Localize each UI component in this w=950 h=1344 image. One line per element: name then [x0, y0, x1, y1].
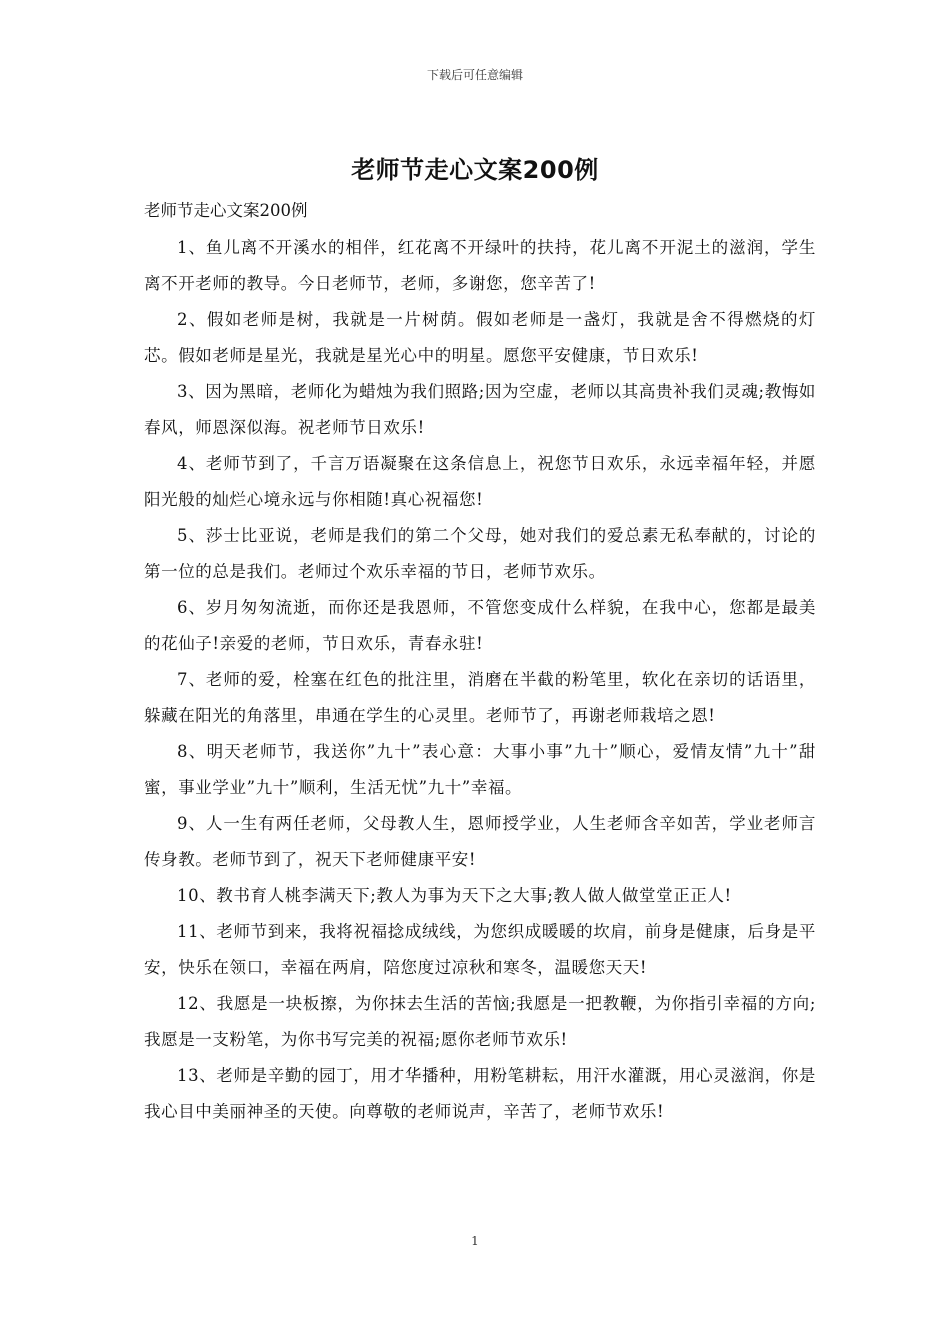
- paragraph-12: 12、我愿是一块板擦，为你抹去生活的苦恼;我愿是一把教鞭，为你指引幸福的方向;我愿是一支粉笔，为你书写完美的祝福;愿你老师节欢乐!: [144, 994, 816, 1049]
- paragraph-1: 1、鱼儿离不开溪水的相伴，红花离不开绿叶的扶持，花儿离不开泥土的滋润，学生离不开老师的教导。今日老师节，老师，多谢您，您辛苦了!: [144, 238, 816, 293]
- paragraph-6: 6、岁月匆匆流逝，而你还是我恩师，不管您变成什么样貌，在我中心，您都是最美的花仙子!亲爱的老师，节日欢乐，青春永驻!: [144, 598, 816, 653]
- document-title: 老师节走心文案200例: [351, 156, 599, 184]
- paragraph-13: 13、老师是辛勤的园丁，用才华播种，用粉笔耕耘，用汗水灌溉，用心灵滋润，你是我心目中美丽神圣的天使。向尊敬的老师说声，辛苦了，老师节欢乐!: [144, 1066, 816, 1121]
- document-subtitle: 老师节走心文案200例: [144, 201, 308, 220]
- paragraph-2: 2、假如老师是树，我就是一片树荫。假如老师是一盏灯，我就是舍不得燃烧的灯芯。假如老师是星光，我就是星光心中的明星。愿您平安健康，节日欢乐!: [144, 310, 816, 365]
- header-note: 下载后可任意编辑: [426, 68, 523, 82]
- document-body: [144, 196, 816, 1130]
- page-number: 1: [471, 1234, 479, 1248]
- paragraph-5: 5、莎士比亚说，老师是我们的第二个父母，她对我们的爱总素无私奉献的，讨论的第一位的总是我们。老师过个欢乐幸福的节日，老师节欢乐。: [144, 526, 816, 581]
- paragraph-9: 9、人一生有两任老师，父母教人生，恩师授学业，人生老师含辛如苦，学业老师言传身教。老师节到了，祝天下老师健康平安!: [144, 814, 816, 869]
- paragraph-7: 7、老师的爱，栓塞在红色的批注里，消磨在半截的粉笔里，软化在亲切的话语里，躲藏在阳光的角落里，串通在学生的心灵里。老师节了，再谢老师栽培之恩!: [144, 670, 816, 725]
- paragraph-10: 10、教书育人桃李满天下;教人为事为天下之大事;教人做人做堂堂正正人!: [177, 886, 732, 905]
- paragraph-3: 3、因为黑暗，老师化为蜡烛为我们照路;因为空虚，老师以其高贵补我们灵魂;教悔如春风，师恩深似海。祝老师节日欢乐!: [144, 382, 817, 437]
- paragraph-8: 8、明天老师节，我送你”九十”表心意：大事小事”九十”顺心，爱情友情”九十”甜蜜，事业学业”九十”顺利，生活无忧”九十”幸福。: [144, 742, 816, 797]
- paragraph-4: 4、老师节到了，千言万语凝聚在这条信息上，祝您节日欢乐，永远幸福年轻，并愿阳光般的灿烂心境永远与你相随!真心祝福您!: [144, 454, 816, 509]
- paragraph-11: 11、老师节到来，我将祝福捻成绒线，为您织成暖暖的坎肩，前身是健康，后身是平安，快乐在领口，幸福在两肩，陪您度过凉秋和寒冬，温暖您天天!: [144, 922, 816, 977]
